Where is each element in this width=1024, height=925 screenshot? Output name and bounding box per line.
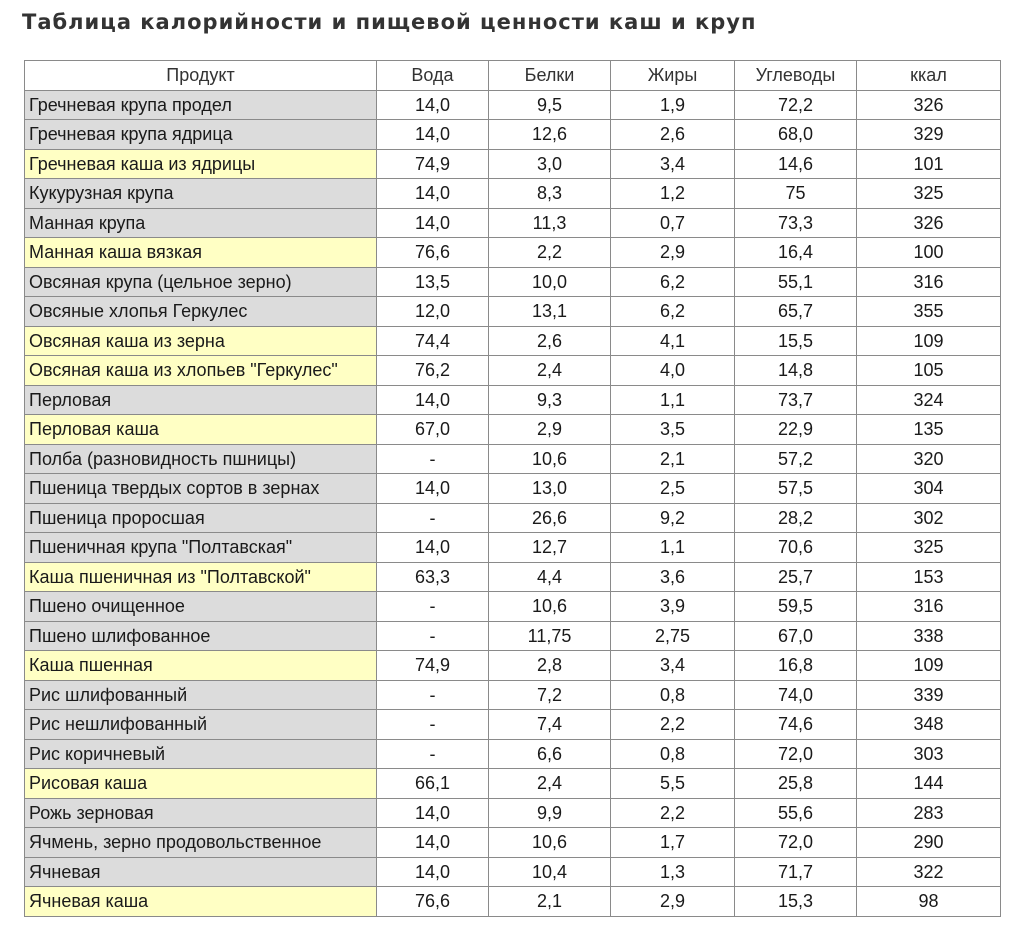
cell-kcal: 302 bbox=[857, 503, 1001, 533]
cell-product: Овсяные хлопья Геркулес bbox=[25, 297, 377, 327]
cell-water: 14,0 bbox=[377, 208, 489, 238]
cell-water: 14,0 bbox=[377, 179, 489, 209]
cell-kcal: 153 bbox=[857, 562, 1001, 592]
cell-product: Овсяная крупа (цельное зерно) bbox=[25, 267, 377, 297]
cell-fat: 2,1 bbox=[611, 444, 735, 474]
cell-product: Перловая каша bbox=[25, 415, 377, 445]
cell-carbs: 14,8 bbox=[735, 356, 857, 386]
cell-kcal: 324 bbox=[857, 385, 1001, 415]
table-row bbox=[25, 149, 1001, 179]
cell-fat: 1,7 bbox=[611, 828, 735, 858]
cell-protein: 9,5 bbox=[489, 90, 611, 120]
column-header-protein: Белки bbox=[489, 61, 611, 91]
cell-carbs: 72,0 bbox=[735, 828, 857, 858]
cell-protein: 26,6 bbox=[489, 503, 611, 533]
cell-kcal: 326 bbox=[857, 208, 1001, 238]
cell-fat: 1,9 bbox=[611, 90, 735, 120]
cell-kcal: 348 bbox=[857, 710, 1001, 740]
cell-carbs: 74,0 bbox=[735, 680, 857, 710]
cell-carbs: 57,2 bbox=[735, 444, 857, 474]
cell-fat: 0,8 bbox=[611, 680, 735, 710]
table-row bbox=[25, 356, 1001, 386]
cell-water: - bbox=[377, 503, 489, 533]
cell-protein: 12,7 bbox=[489, 533, 611, 563]
cell-product: Пшено очищенное bbox=[25, 592, 377, 622]
table-row bbox=[25, 415, 1001, 445]
column-header-kcal: ккал bbox=[857, 61, 1001, 91]
cell-protein: 10,4 bbox=[489, 857, 611, 887]
cell-fat: 2,6 bbox=[611, 120, 735, 150]
cell-product: Пшеница проросшая bbox=[25, 503, 377, 533]
cell-product: Гречневая каша из ядрицы bbox=[25, 149, 377, 179]
cell-product: Кукурузная крупа bbox=[25, 179, 377, 209]
cell-protein: 9,9 bbox=[489, 798, 611, 828]
cell-carbs: 25,7 bbox=[735, 562, 857, 592]
page-title: Таблица калорийности и пищевой ценности каш и круп bbox=[22, 10, 757, 34]
cell-kcal: 109 bbox=[857, 651, 1001, 681]
table-row bbox=[25, 503, 1001, 533]
cell-product: Ячневая bbox=[25, 857, 377, 887]
table-row bbox=[25, 680, 1001, 710]
cell-water: 14,0 bbox=[377, 828, 489, 858]
cell-water: 14,0 bbox=[377, 798, 489, 828]
table-row bbox=[25, 798, 1001, 828]
cell-protein: 11,75 bbox=[489, 621, 611, 651]
cell-product: Пшеница твердых сортов в зернах bbox=[25, 474, 377, 504]
table-row bbox=[25, 562, 1001, 592]
cell-product: Манная крупа bbox=[25, 208, 377, 238]
cell-protein: 10,6 bbox=[489, 828, 611, 858]
cell-protein: 10,6 bbox=[489, 444, 611, 474]
column-header-carbs: Углеводы bbox=[735, 61, 857, 91]
cell-protein: 13,0 bbox=[489, 474, 611, 504]
cell-fat: 3,9 bbox=[611, 592, 735, 622]
cell-water: 63,3 bbox=[377, 562, 489, 592]
cell-carbs: 14,6 bbox=[735, 149, 857, 179]
cell-kcal: 109 bbox=[857, 326, 1001, 356]
table-row bbox=[25, 120, 1001, 150]
cell-fat: 2,2 bbox=[611, 798, 735, 828]
cell-product: Рисовая каша bbox=[25, 769, 377, 799]
cell-kcal: 283 bbox=[857, 798, 1001, 828]
cell-fat: 6,2 bbox=[611, 267, 735, 297]
cell-water: 74,9 bbox=[377, 149, 489, 179]
cell-fat: 3,4 bbox=[611, 149, 735, 179]
cell-carbs: 15,5 bbox=[735, 326, 857, 356]
table-row bbox=[25, 90, 1001, 120]
cell-product: Рис коричневый bbox=[25, 739, 377, 769]
cell-water: 67,0 bbox=[377, 415, 489, 445]
cell-water: 14,0 bbox=[377, 120, 489, 150]
cell-fat: 1,1 bbox=[611, 533, 735, 563]
table-row bbox=[25, 769, 1001, 799]
cell-kcal: 98 bbox=[857, 887, 1001, 917]
table-row bbox=[25, 828, 1001, 858]
cell-kcal: 144 bbox=[857, 769, 1001, 799]
cell-product: Манная каша вязкая bbox=[25, 238, 377, 268]
cell-fat: 2,9 bbox=[611, 887, 735, 917]
cell-carbs: 73,3 bbox=[735, 208, 857, 238]
table-row bbox=[25, 621, 1001, 651]
cell-water: - bbox=[377, 592, 489, 622]
table-row bbox=[25, 739, 1001, 769]
cell-protein: 13,1 bbox=[489, 297, 611, 327]
cell-fat: 2,5 bbox=[611, 474, 735, 504]
cell-carbs: 65,7 bbox=[735, 297, 857, 327]
table-row bbox=[25, 651, 1001, 681]
column-header-product: Продукт bbox=[25, 61, 377, 91]
cell-protein: 2,2 bbox=[489, 238, 611, 268]
cell-product: Рожь зерновая bbox=[25, 798, 377, 828]
cell-protein: 2,9 bbox=[489, 415, 611, 445]
cell-protein: 12,6 bbox=[489, 120, 611, 150]
cell-carbs: 70,6 bbox=[735, 533, 857, 563]
cell-product: Рис нешлифованный bbox=[25, 710, 377, 740]
cell-carbs: 55,6 bbox=[735, 798, 857, 828]
cell-product: Овсяная каша из зерна bbox=[25, 326, 377, 356]
cell-protein: 2,1 bbox=[489, 887, 611, 917]
cell-product: Рис шлифованный bbox=[25, 680, 377, 710]
cell-kcal: 322 bbox=[857, 857, 1001, 887]
cell-product: Гречневая крупа продел bbox=[25, 90, 377, 120]
cell-fat: 4,1 bbox=[611, 326, 735, 356]
cell-carbs: 16,8 bbox=[735, 651, 857, 681]
cell-carbs: 22,9 bbox=[735, 415, 857, 445]
cell-fat: 1,1 bbox=[611, 385, 735, 415]
cell-protein: 8,3 bbox=[489, 179, 611, 209]
table-row bbox=[25, 887, 1001, 917]
cell-fat: 2,75 bbox=[611, 621, 735, 651]
cell-protein: 10,6 bbox=[489, 592, 611, 622]
column-header-water: Вода bbox=[377, 61, 489, 91]
cell-carbs: 72,0 bbox=[735, 739, 857, 769]
cell-product: Пшеничная крупа "Полтавская" bbox=[25, 533, 377, 563]
cell-kcal: 339 bbox=[857, 680, 1001, 710]
cell-protein: 11,3 bbox=[489, 208, 611, 238]
cell-water: 76,2 bbox=[377, 356, 489, 386]
cell-protein: 7,4 bbox=[489, 710, 611, 740]
cell-protein: 9,3 bbox=[489, 385, 611, 415]
cell-kcal: 320 bbox=[857, 444, 1001, 474]
table-row bbox=[25, 179, 1001, 209]
cell-fat: 2,2 bbox=[611, 710, 735, 740]
cell-carbs: 67,0 bbox=[735, 621, 857, 651]
table-row bbox=[25, 208, 1001, 238]
cell-carbs: 57,5 bbox=[735, 474, 857, 504]
table-row bbox=[25, 474, 1001, 504]
cell-product: Ячневая каша bbox=[25, 887, 377, 917]
cell-product: Каша пшеничная из "Полтавской" bbox=[25, 562, 377, 592]
cell-fat: 0,8 bbox=[611, 739, 735, 769]
table-row bbox=[25, 326, 1001, 356]
cell-carbs: 71,7 bbox=[735, 857, 857, 887]
cell-kcal: 355 bbox=[857, 297, 1001, 327]
cell-water: 14,0 bbox=[377, 385, 489, 415]
cell-carbs: 16,4 bbox=[735, 238, 857, 268]
cell-product: Полба (разновидность пшницы) bbox=[25, 444, 377, 474]
cell-water: 14,0 bbox=[377, 90, 489, 120]
cell-fat: 1,3 bbox=[611, 857, 735, 887]
cell-kcal: 329 bbox=[857, 120, 1001, 150]
cell-kcal: 325 bbox=[857, 533, 1001, 563]
cell-protein: 2,4 bbox=[489, 356, 611, 386]
cell-product: Перловая bbox=[25, 385, 377, 415]
cell-protein: 2,4 bbox=[489, 769, 611, 799]
cell-product: Гречневая крупа ядрица bbox=[25, 120, 377, 150]
cell-water: 14,0 bbox=[377, 533, 489, 563]
cell-fat: 5,5 bbox=[611, 769, 735, 799]
cell-fat: 1,2 bbox=[611, 179, 735, 209]
cell-water: - bbox=[377, 710, 489, 740]
table-row bbox=[25, 710, 1001, 740]
cell-carbs: 72,2 bbox=[735, 90, 857, 120]
cell-kcal: 290 bbox=[857, 828, 1001, 858]
cell-kcal: 303 bbox=[857, 739, 1001, 769]
cell-water: - bbox=[377, 621, 489, 651]
cell-protein: 7,2 bbox=[489, 680, 611, 710]
cell-carbs: 74,6 bbox=[735, 710, 857, 740]
cell-water: 14,0 bbox=[377, 474, 489, 504]
cell-water: - bbox=[377, 739, 489, 769]
cell-kcal: 325 bbox=[857, 179, 1001, 209]
cell-protein: 2,8 bbox=[489, 651, 611, 681]
cell-kcal: 100 bbox=[857, 238, 1001, 268]
cell-product: Каша пшенная bbox=[25, 651, 377, 681]
table-row bbox=[25, 385, 1001, 415]
cell-water: 14,0 bbox=[377, 857, 489, 887]
cell-carbs: 75 bbox=[735, 179, 857, 209]
cell-water: 76,6 bbox=[377, 238, 489, 268]
cell-fat: 0,7 bbox=[611, 208, 735, 238]
cell-product: Овсяная каша из хлопьев "Геркулес" bbox=[25, 356, 377, 386]
cell-fat: 9,2 bbox=[611, 503, 735, 533]
cell-product: Ячмень, зерно продовольственное bbox=[25, 828, 377, 858]
cell-fat: 3,4 bbox=[611, 651, 735, 681]
cell-protein: 3,0 bbox=[489, 149, 611, 179]
column-header-fat: Жиры bbox=[611, 61, 735, 91]
cell-carbs: 25,8 bbox=[735, 769, 857, 799]
table-row bbox=[25, 533, 1001, 563]
cell-carbs: 59,5 bbox=[735, 592, 857, 622]
cell-fat: 2,9 bbox=[611, 238, 735, 268]
table-row bbox=[25, 857, 1001, 887]
cell-protein: 2,6 bbox=[489, 326, 611, 356]
cell-carbs: 73,7 bbox=[735, 385, 857, 415]
cell-water: 66,1 bbox=[377, 769, 489, 799]
cell-water: 12,0 bbox=[377, 297, 489, 327]
cell-protein: 6,6 bbox=[489, 739, 611, 769]
cell-water: - bbox=[377, 444, 489, 474]
cell-fat: 3,6 bbox=[611, 562, 735, 592]
cell-water: 13,5 bbox=[377, 267, 489, 297]
cell-fat: 4,0 bbox=[611, 356, 735, 386]
table-header-row bbox=[25, 61, 1001, 91]
cell-kcal: 316 bbox=[857, 592, 1001, 622]
cell-water: 74,9 bbox=[377, 651, 489, 681]
cell-kcal: 101 bbox=[857, 149, 1001, 179]
cell-carbs: 28,2 bbox=[735, 503, 857, 533]
table-row bbox=[25, 592, 1001, 622]
cell-water: 76,6 bbox=[377, 887, 489, 917]
table-row bbox=[25, 238, 1001, 268]
cell-kcal: 135 bbox=[857, 415, 1001, 445]
cell-fat: 6,2 bbox=[611, 297, 735, 327]
cell-carbs: 15,3 bbox=[735, 887, 857, 917]
cell-kcal: 338 bbox=[857, 621, 1001, 651]
cell-kcal: 304 bbox=[857, 474, 1001, 504]
cell-carbs: 55,1 bbox=[735, 267, 857, 297]
table-row bbox=[25, 267, 1001, 297]
cell-water: 74,4 bbox=[377, 326, 489, 356]
cell-protein: 10,0 bbox=[489, 267, 611, 297]
cell-kcal: 105 bbox=[857, 356, 1001, 386]
cell-kcal: 316 bbox=[857, 267, 1001, 297]
cell-product: Пшено шлифованное bbox=[25, 621, 377, 651]
cell-carbs: 68,0 bbox=[735, 120, 857, 150]
cell-water: - bbox=[377, 680, 489, 710]
table-row bbox=[25, 297, 1001, 327]
cell-kcal: 326 bbox=[857, 90, 1001, 120]
cell-fat: 3,5 bbox=[611, 415, 735, 445]
table-row bbox=[25, 444, 1001, 474]
nutrition-table bbox=[24, 60, 1001, 917]
cell-protein: 4,4 bbox=[489, 562, 611, 592]
